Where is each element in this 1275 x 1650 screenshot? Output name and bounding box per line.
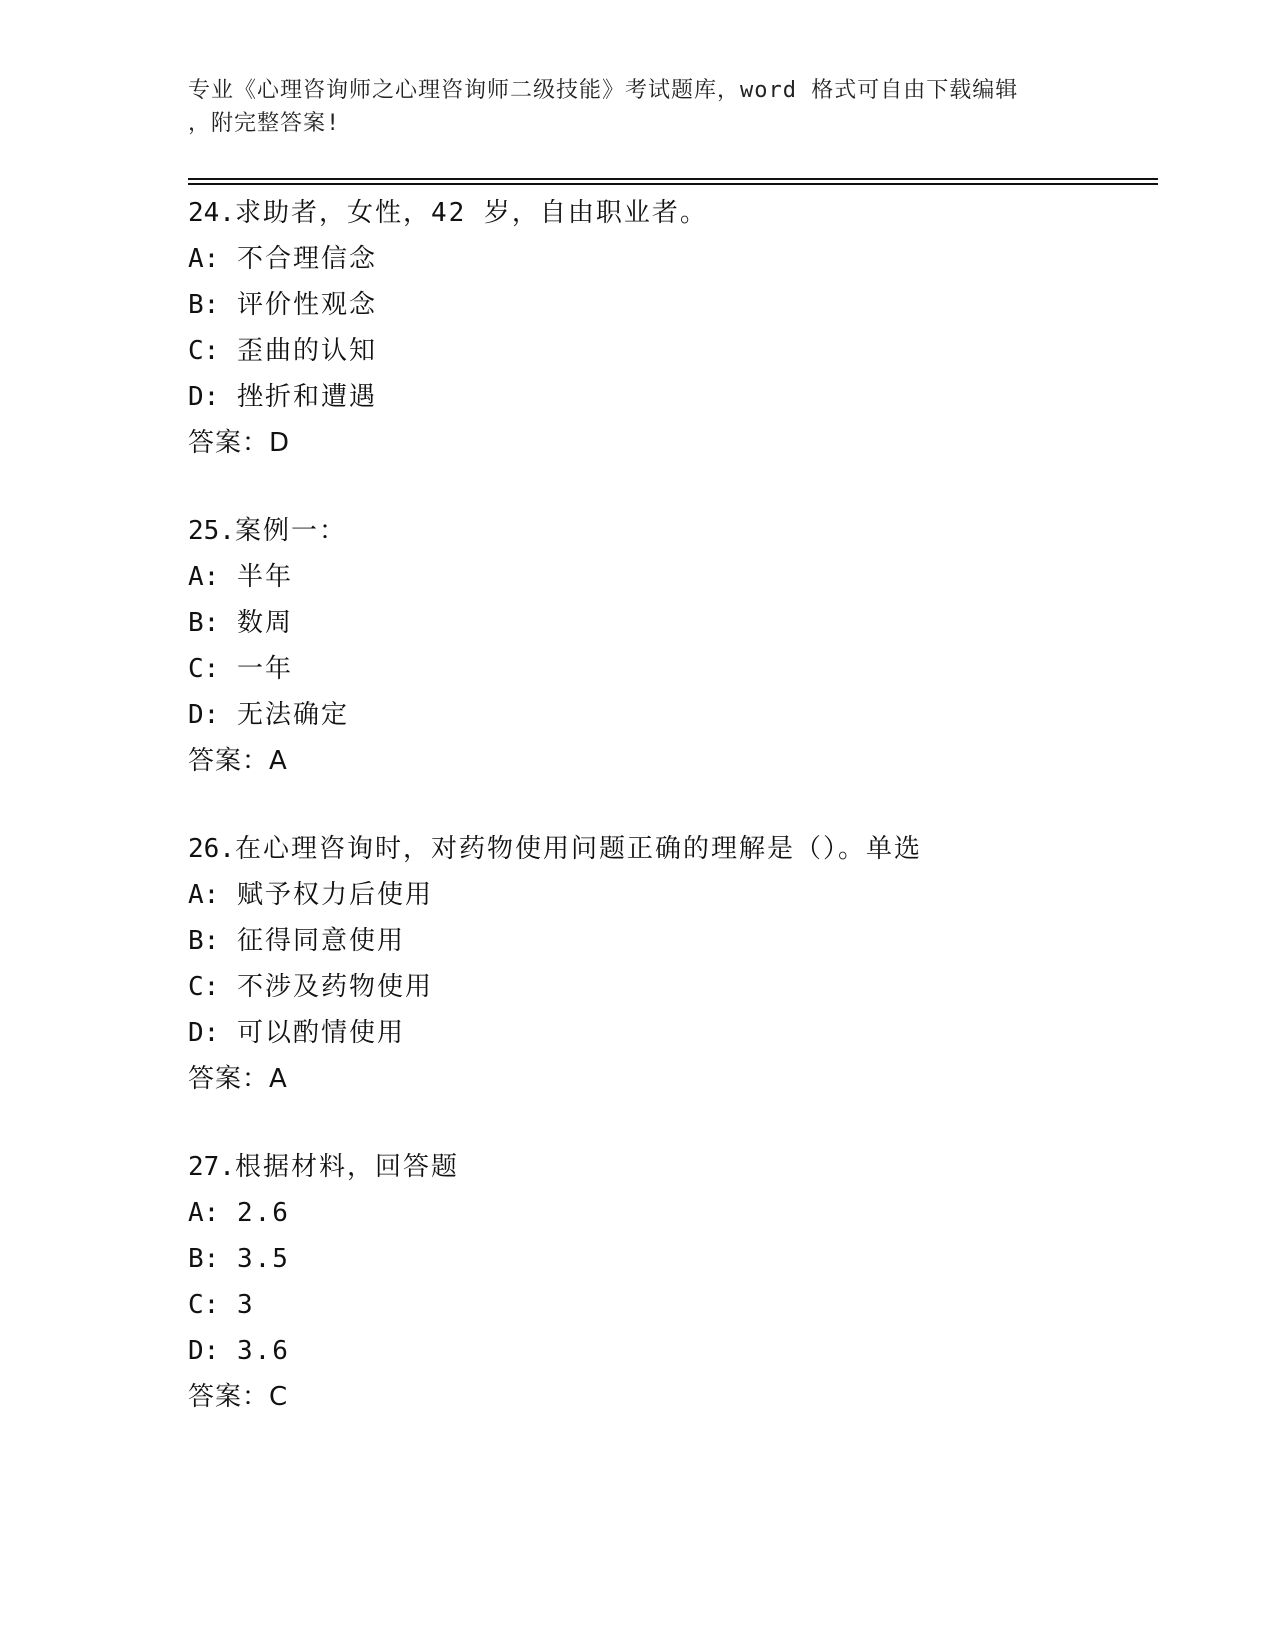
option-b	[188, 600, 1148, 646]
option-c	[188, 646, 1148, 692]
option-letter: C:	[188, 1290, 220, 1320]
option-letter: D:	[188, 382, 220, 412]
answer-label: 答案：	[188, 428, 270, 458]
question-text: 在心理咨询时，对药物使用问题正确的理解是（）。单选	[234, 834, 922, 864]
option-text: 2.6	[236, 1198, 290, 1228]
option-c	[188, 1282, 1148, 1328]
option-text: 3.6	[236, 1336, 290, 1366]
option-d	[188, 1010, 1148, 1056]
option-letter: C:	[188, 654, 220, 684]
answer-label: 答案：	[188, 1382, 270, 1412]
option-c	[188, 964, 1148, 1010]
answer-value: D	[269, 428, 291, 458]
option-text: 3	[236, 1290, 255, 1320]
answer-label: 答案：	[188, 746, 270, 776]
question-text: 求助者，女性，42 岁，自由职业者。	[234, 198, 708, 228]
option-letter: D:	[188, 1018, 220, 1048]
option-letter: B:	[188, 290, 220, 320]
option-letter: D:	[188, 700, 220, 730]
option-text: 征得同意使用	[236, 926, 405, 956]
option-letter: A:	[188, 880, 220, 910]
question-26	[188, 826, 1148, 1102]
question-list	[188, 190, 1148, 1462]
question-25	[188, 508, 1148, 784]
option-b	[188, 918, 1148, 964]
option-text: 赋予权力后使用	[236, 880, 433, 910]
option-d	[188, 1328, 1148, 1374]
question-title	[188, 1144, 1148, 1190]
answer-value: C	[269, 1382, 289, 1412]
option-c	[188, 328, 1148, 374]
question-27	[188, 1144, 1148, 1420]
option-d	[188, 692, 1148, 738]
option-letter: B:	[188, 926, 220, 956]
question-number: 24.	[188, 198, 235, 228]
option-letter: D:	[188, 1336, 220, 1366]
option-d	[188, 374, 1148, 420]
option-letter: C:	[188, 972, 220, 1002]
option-letter: B:	[188, 1244, 220, 1274]
option-text: 评价性观念	[236, 290, 377, 320]
option-letter: A:	[188, 1198, 220, 1228]
answer-line	[188, 420, 1148, 466]
option-text: 3.5	[236, 1244, 290, 1274]
question-title	[188, 826, 1148, 872]
answer-value: A	[269, 1064, 288, 1094]
header-divider-top	[188, 178, 1158, 180]
question-title	[188, 190, 1148, 236]
option-text: 半年	[236, 562, 293, 592]
header-divider-bottom	[188, 183, 1158, 185]
question-number: 27.	[188, 1152, 235, 1182]
answer-value: A	[269, 746, 288, 776]
option-text: 挫折和遭遇	[236, 382, 377, 412]
option-text: 不合理信念	[236, 244, 377, 274]
answer-line	[188, 738, 1148, 784]
option-text: 数周	[236, 608, 293, 638]
option-text: 一年	[236, 654, 293, 684]
document-header	[188, 74, 1068, 140]
option-letter: C:	[188, 336, 220, 366]
question-24	[188, 190, 1148, 466]
option-letter: A:	[188, 244, 220, 274]
answer-line	[188, 1374, 1148, 1420]
question-title	[188, 508, 1148, 554]
question-text: 根据材料，回答题	[234, 1152, 459, 1182]
option-a	[188, 236, 1148, 282]
header-line-1: 专业《心理咨询师之心理咨询师二级技能》考试题库，word 格式可自由下载编辑	[188, 78, 1019, 103]
answer-label: 答案：	[188, 1064, 270, 1094]
option-b	[188, 282, 1148, 328]
option-letter: B:	[188, 608, 220, 638]
option-b	[188, 1236, 1148, 1282]
question-number: 26.	[188, 834, 235, 864]
option-letter: A:	[188, 562, 220, 592]
question-text: 案例一：	[234, 516, 347, 546]
header-line-2: ，附完整答案!	[188, 111, 341, 136]
option-text: 无法确定	[236, 700, 349, 730]
option-a	[188, 1190, 1148, 1236]
question-number: 25.	[188, 516, 235, 546]
option-text: 歪曲的认知	[236, 336, 377, 366]
option-a	[188, 872, 1148, 918]
option-text: 可以酌情使用	[236, 1018, 405, 1048]
option-a	[188, 554, 1148, 600]
answer-line	[188, 1056, 1148, 1102]
option-text: 不涉及药物使用	[236, 972, 433, 1002]
